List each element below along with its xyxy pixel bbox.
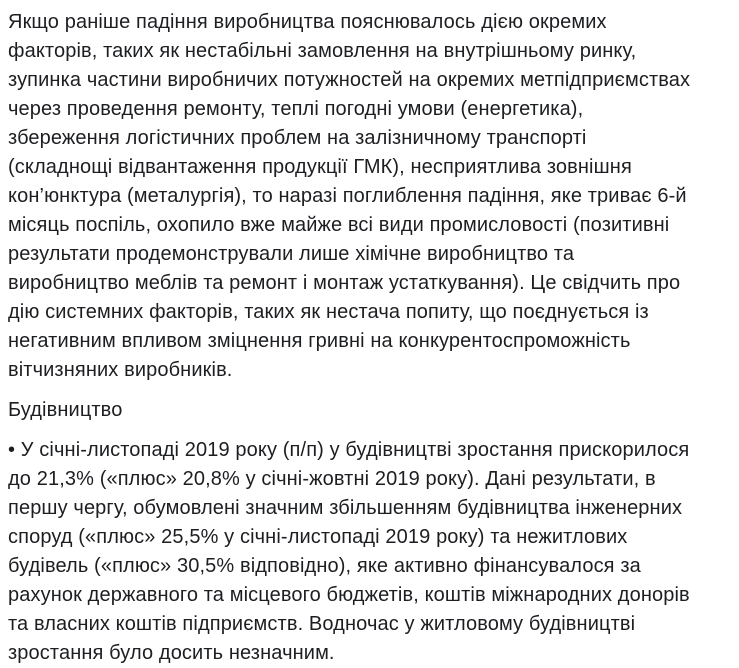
paragraph-industry-decline: Якщо раніше падіння виробництва пояснювалось дією окремих факторів, таких як нестабільні замовлення на внутрішньому ринку, зупинка частини виробничих потужностей на окремих метпідприємствах через проведення ремонту, теплі погодні умови (енергетика), збереження логістичних проблем на залізничному транспорті (складнощі відвантаження продукції ГМК), несприятлива зовнішня кон’юнктура (металургія), то наразі поглиблення падіння, яке триває 6-й місяць поспіль, охопило вже майже всі види промисловості (позитивні результати продемонстрували лише хімічне виробництво та виробництво меблів та ремонт і монтаж устаткування). Це свідчить про дію системних факторів, таких як нестача попиту, що поєднується із негативним впливом зміцнення гривні на конкурентоспроможність вітчизняних виробників. <box>8 11 691 381</box>
section-heading-construction: Будівництво <box>8 399 123 421</box>
paragraph-construction-growth: • У січні-листопаді 2019 року (п/п) у будівництві зростання прискорилося до 21,3% («плюс» 20,8% у січні-жовтні 2019 року). Дані результати, в першу чергу, обумовлені значним збільшенням будівництва інженерних споруд («плюс» 25,5% у січні-листопаді 2019 року) та нежитлових будівель («плюс» 30,5% відповідно), яке активно фінансувалося за рахунок державного та місцевого бюджетів, коштів міжнародних донорів та власних коштів підприємств. Водночас у житловому будівництві зростання було досить незначним. <box>8 439 690 664</box>
